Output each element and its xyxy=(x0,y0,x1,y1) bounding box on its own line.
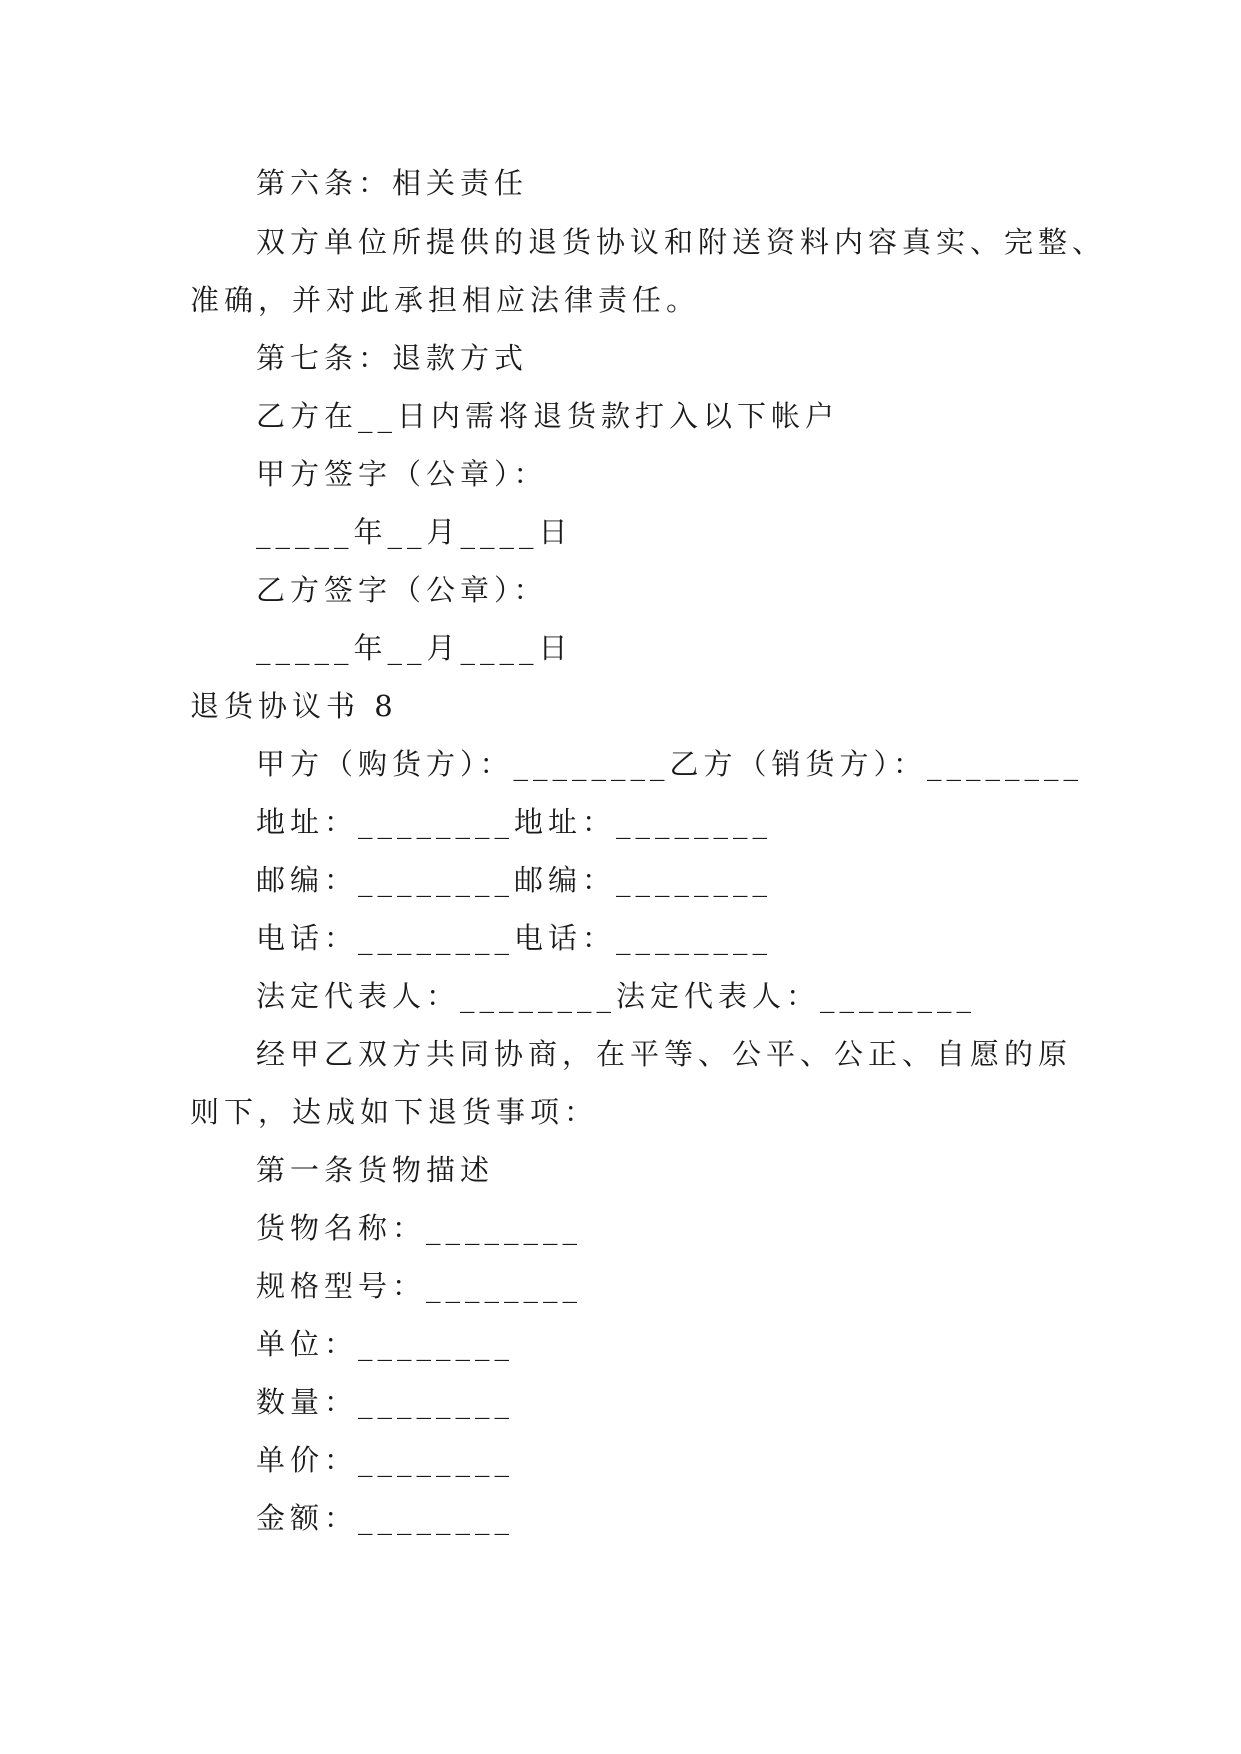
article-7-text: 乙方在__日内需将退货款打入以下帐户 xyxy=(256,399,840,433)
article-6-text-line-2: 准确，并对此承担相应法律责任。 xyxy=(190,283,701,317)
goods-name-field: 货物名称：________ xyxy=(256,1211,583,1245)
legal-representative-line: 法定代表人：________法定代表人：________ xyxy=(256,979,977,1013)
unit-field: 单位：________ xyxy=(256,1327,515,1361)
article-7-heading: 第七条：退款方式 xyxy=(256,341,529,375)
preamble-line-2: 则下，达成如下退货事项： xyxy=(190,1095,599,1129)
article-6-heading: 第六条：相关责任 xyxy=(256,166,529,200)
party-a-date: _____年__月____日 xyxy=(256,515,573,549)
party-a-signature: 甲方签字（公章）： xyxy=(256,457,548,491)
quantity-field: 数量：________ xyxy=(256,1385,515,1419)
unit-price-field: 单价：________ xyxy=(256,1443,515,1477)
amount-field: 金额：________ xyxy=(256,1501,515,1535)
agreement-title: 退货协议书 8 xyxy=(190,689,398,723)
preamble-line-1: 经甲乙双方共同协商，在平等、公平、公正、自愿的原 xyxy=(256,1037,1073,1071)
phone-line: 电话：________电话：________ xyxy=(256,921,773,955)
address-line: 地址：________地址：________ xyxy=(256,805,773,839)
model-field: 规格型号：________ xyxy=(256,1269,583,1303)
article-6-text-line-1: 双方单位所提供的退货协议和附送资料内容真实、完整、 xyxy=(256,225,1107,259)
parties-line: 甲方（购货方）：________乙方（销货方）：________ xyxy=(256,747,1084,781)
party-b-signature: 乙方签字（公章）： xyxy=(256,573,548,607)
postcode-line: 邮编：________邮编：________ xyxy=(256,863,773,897)
article-1-heading: 第一条货物描述 xyxy=(256,1153,495,1187)
party-b-date: _____年__月____日 xyxy=(256,631,573,665)
